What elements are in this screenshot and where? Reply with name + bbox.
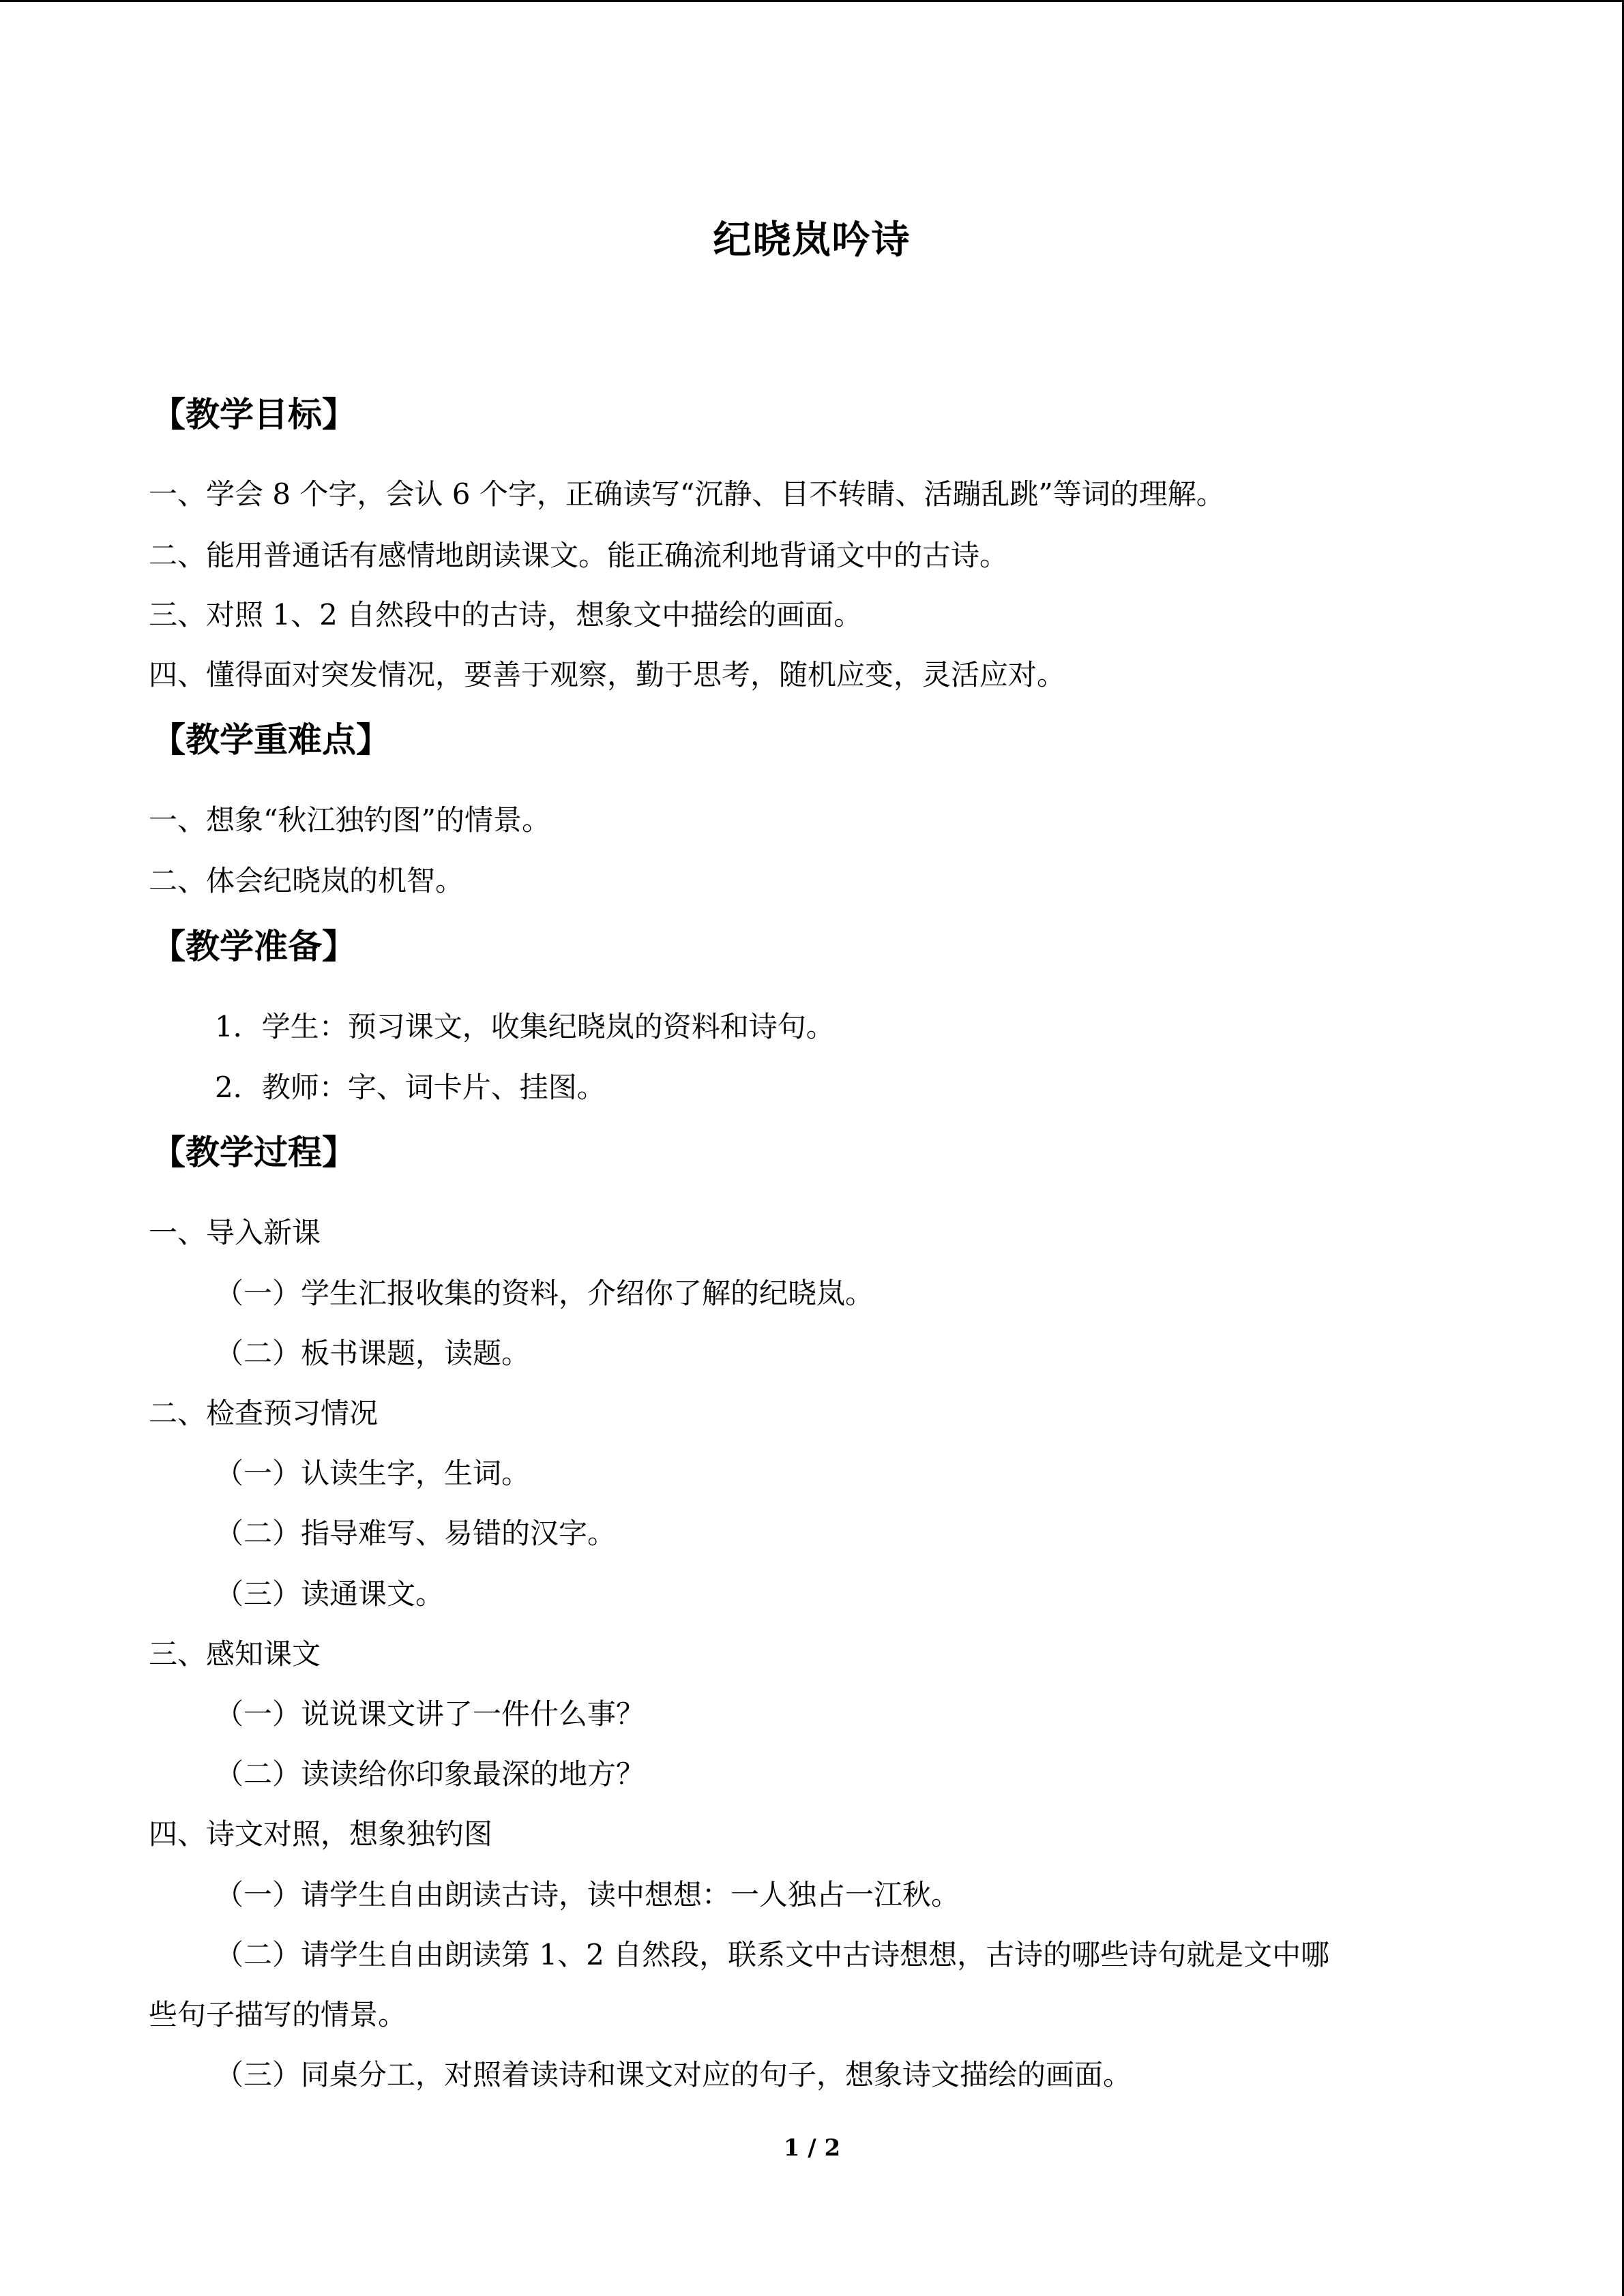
section-heading-key-points: 【教学重难点】	[151, 720, 390, 760]
process-line-3: （二）板书课题，读题。	[215, 1337, 531, 1370]
preparation-item-1: 1．学生：预习课文，收集纪晓岚的资料和诗句。	[215, 1010, 835, 1043]
process-line-8: 三、感知课文	[149, 1637, 321, 1671]
goal-item-3: 三、对照 1、2 自然段中的古诗，想象文中描绘的画面。	[149, 598, 863, 631]
preparation-item-2: 2．教师：字、词卡片、挂图。	[215, 1071, 606, 1104]
process-line-15: （三）同桌分工，对照着读诗和课文对应的句子，想象诗文描绘的画面。	[215, 2058, 1132, 2091]
goal-item-2: 二、能用普通话有感情地朗读课文。能正确流利地背诵文中的古诗。	[149, 539, 1009, 572]
process-line-12: （一）请学生自由朗读古诗，读中想想：一人独占一江秋。	[215, 1878, 960, 1911]
process-line-4: 二、检查预习情况	[149, 1397, 379, 1430]
process-line-6: （二）指导难写、易错的汉字。	[215, 1517, 617, 1550]
goal-item-4: 四、懂得面对突发情况，要善于观察，勤于思考，随机应变，灵活应对。	[149, 658, 1066, 691]
key-point-item-2: 二、体会纪晓岚的机智。	[149, 864, 464, 897]
process-line-14: 些句子描写的情景。	[149, 1998, 407, 2031]
key-point-item-1: 一、想象“秋江独钓图”的情景。	[149, 803, 550, 837]
process-line-13: （二）请学生自由朗读第 1、2 自然段，联系文中古诗想想，古诗的哪些诗句就是文中哪	[215, 1938, 1330, 1971]
section-heading-goals: 【教学目标】	[151, 395, 356, 434]
process-line-5: （一）认读生字，生词。	[215, 1457, 531, 1490]
page-number: 1 / 2	[783, 2134, 841, 2162]
process-line-10: （二）读读给你印象最深的地方？	[215, 1757, 645, 1791]
process-line-7: （三）读通课文。	[215, 1577, 445, 1611]
process-line-9: （一）说说课文讲了一件什么事？	[215, 1697, 645, 1731]
section-heading-process: 【教学过程】	[151, 1133, 356, 1172]
process-line-11: 四、诗文对照，想象独钓图	[149, 1817, 493, 1851]
goal-item-1: 一、学会 8 个字，会认 6 个字，正确读写“沉静、目不转睛、活蹦乱跳”等词的理解。	[149, 477, 1225, 511]
process-line-2: （一）学生汇报收集的资料，介绍你了解的纪晓岚。	[215, 1277, 874, 1310]
process-line-1: 一、导入新课	[149, 1216, 321, 1249]
section-heading-preparation: 【教学准备】	[151, 927, 356, 966]
document-title: 纪晓岚吟诗	[713, 218, 911, 263]
